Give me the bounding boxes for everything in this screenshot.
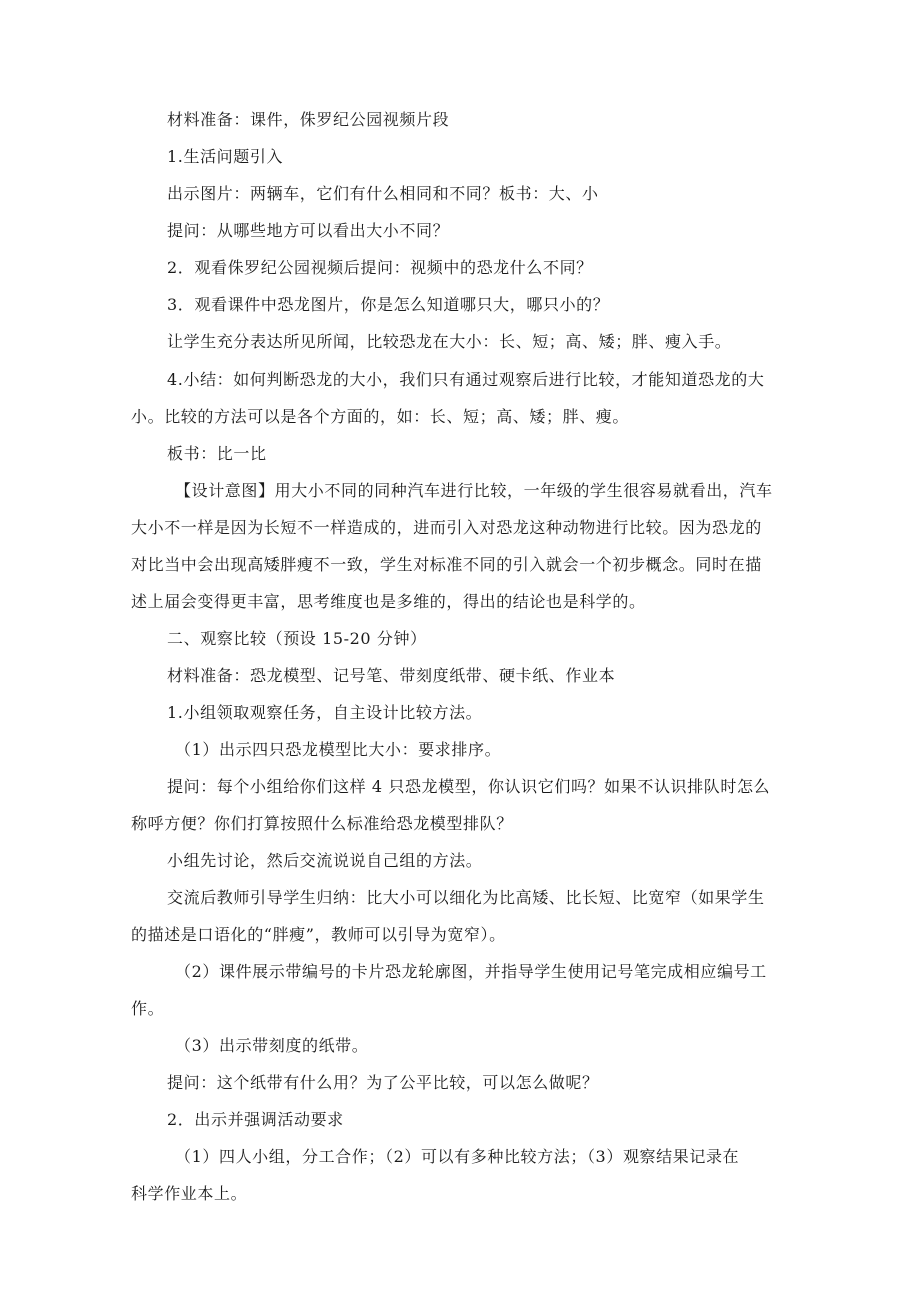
materials-line: 材料准备：课件，侏罗纪公园视频片段 — [167, 110, 450, 129]
paragraph-line: 1.小组领取观察任务，自主设计比较方法。 — [167, 703, 483, 722]
paragraph-line: 称呼方便？你们打算按照什么标准给恐龙模型排队？ — [131, 814, 513, 833]
paragraph-line: 科学作业本上。 — [131, 1184, 248, 1203]
paragraph-line: 2．出示并强调活动要求 — [167, 1110, 344, 1129]
paragraph-line: （2）课件展示带编号的卡片恐龙轮廓图，并指导学生使用记号笔完成相应编号工 — [175, 962, 767, 981]
paragraph-line: 4.小结：如何判断恐龙的大小，我们只有通过观察后进行比较，才能知道恐龙的大 — [167, 370, 765, 389]
paragraph-line: 板书：比一比 — [167, 444, 267, 463]
paragraph-line: 让学生充分表达所见所闻，比较恐龙在大小：长、短；高、矮；胖、瘦入手。 — [167, 332, 732, 351]
paragraph-line: 作。 — [131, 999, 165, 1018]
paragraph-line: 大小不一样是因为长短不一样造成的，进而引入对恐龙这种动物进行比较。因为恐龙的 — [131, 518, 762, 537]
paragraph-line: （1）四人小组，分工合作；（2）可以有多种比较方法；（3）观察结果记录在 — [175, 1147, 740, 1166]
paragraph-line: 出示图片：两辆车，它们有什么相同和不同？板书：大、小 — [167, 184, 599, 203]
paragraph-line: 提问：每个小组给你们这样 4 只恐龙模型，你认识它们吗？如果不认识排队时怎么 — [167, 777, 771, 796]
design-intent-line: 【设计意图】用大小不同的同种汽车进行比较，一年级的学生很容易就看出，汽车 — [175, 481, 773, 500]
paragraph-line: （1）出示四只恐龙模型比大小：要求排序。 — [175, 740, 502, 759]
paragraph-line: 小组先讨论，然后交流说说自己组的方法。 — [167, 851, 483, 870]
paragraph-line: 提问：这个纸带有什么用？为了公平比较，可以怎么做呢？ — [167, 1073, 599, 1092]
section-heading-life-question: 1.生活问题引入 — [167, 147, 284, 166]
paragraph-line: 交流后教师引导学生归纳：比大小可以细化为比高矮、比长短、比宽窄（如果学生 — [167, 888, 765, 907]
paragraph-line: 对比当中会出现高矮胖瘦不一致，学生对标准不同的引入就会一个初步概念。同时在描 — [131, 555, 762, 574]
paragraph-line: 述上届会变得更丰富，思考维度也是多维的，得出的结论也是科学的。 — [131, 592, 646, 611]
materials-line: 材料准备：恐龙模型、记号笔、带刻度纸带、硬卡纸、作业本 — [167, 666, 616, 685]
paragraph-line: （3）出示带刻度的纸带。 — [175, 1036, 369, 1055]
paragraph-line: 提问：从哪些地方可以看出大小不同？ — [167, 221, 450, 240]
paragraph-line: 的描述是口语化的“胖瘦”，教师可以引导为宽窄）。 — [131, 925, 506, 944]
paragraph-line: 2．观看侏罗纪公园视频后提问：视频中的恐龙什么不同？ — [167, 258, 593, 277]
paragraph-line: 小。比较的方法可以是各个方面的，如：长、短；高、矮；胖、瘦。 — [131, 407, 630, 426]
paragraph-line: 3．观看课件中恐龙图片，你是怎么知道哪只大，哪只小的？ — [167, 295, 610, 314]
section-heading-observe-compare: 二、观察比较（预设 15-20 分钟） — [167, 629, 427, 648]
